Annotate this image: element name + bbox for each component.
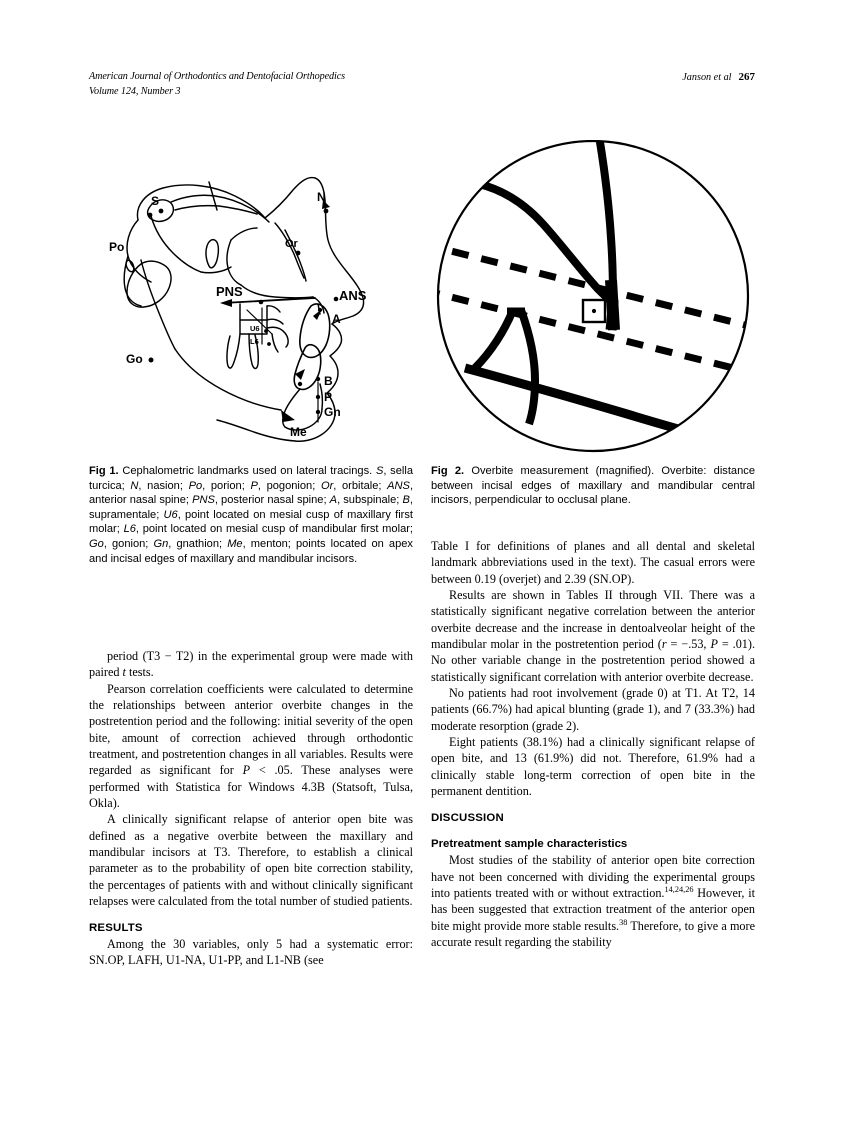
body-paragraph xyxy=(89,936,413,969)
cephalometric-tracing-svg xyxy=(89,148,413,448)
body-paragraph xyxy=(89,681,413,812)
text-run: Most studies of the stability of anterior open bite correction have not been concerned with dividing the experimental groups into patients treated with or without extraction. xyxy=(431,853,755,900)
overbite-distance-bar xyxy=(611,280,614,330)
journal-volume-line: Volume 124, Number 3 xyxy=(89,85,181,97)
section-spacer xyxy=(431,826,755,836)
landmark-label-L6: L6 xyxy=(250,337,259,346)
landmark-label-Go: Go xyxy=(126,352,143,366)
landmark-label-A: A xyxy=(332,312,341,326)
text-run: However, it has been suggested that extraction treatment of the anterior open bite might provide more stable results. xyxy=(431,886,756,933)
text-run: = .01). No other variable change in the postretention period showed a statistically significant correlation with anterior overbite decrease. xyxy=(431,637,755,684)
figure-2-caption xyxy=(431,464,755,508)
section-spacer xyxy=(89,910,413,920)
page-number: 267 xyxy=(738,71,755,83)
landmark-label-Or: Or xyxy=(285,238,298,250)
text-run: = −.53, xyxy=(666,637,711,652)
figure-2-label: Fig 2. xyxy=(431,465,465,477)
section-spacer xyxy=(431,800,755,810)
landmark-label-Gn: Gn xyxy=(324,405,341,419)
landmark-label-ANS: ANS xyxy=(339,288,367,303)
text-run: Eight patients (38.1%) had a clinically significant relapse of open bite, and 13 (61.9%) did not. Therefore, 61.9% had a clinically stable long-term correction of open bite in the permanent dentition. xyxy=(431,735,755,799)
body-paragraph xyxy=(431,734,755,799)
italic-run: t xyxy=(122,665,126,680)
landmark-label-P: P xyxy=(324,390,333,404)
text-run: A clinically significant relapse of anterior open bite was defined as a negative overbite between the maxillary and mandibular incisors at T3. Therefore, to establish a clinical parameter as to the probability of open bite correction stability, the percentages of patients with and without clinically significant relapses were calculated from the total number of studied patients. xyxy=(89,812,413,909)
running-head xyxy=(89,70,755,104)
section-heading: DISCUSSION xyxy=(431,811,504,824)
text-run: Results are shown in Tables II through VII. There was a statistically significant negative correlation between the anterior overbite decrease and the increase in dentoalveolar height of the mandibular molar in the postretention period ( xyxy=(431,588,755,652)
italic-run: P xyxy=(710,637,718,652)
body-paragraph xyxy=(431,587,755,685)
figure-2-caption-text: Overbite measurement (magnified). Overbite: distance between incisal edges of maxillary and mandibular central incisors, perpendicular to occlusal plane. xyxy=(431,465,755,507)
figure-2-image xyxy=(431,140,755,453)
landmark-label-Me: Me xyxy=(290,425,307,439)
landmark-label-PNS: PNS xyxy=(216,284,243,299)
body-paragraph xyxy=(431,538,755,587)
body-paragraph xyxy=(89,648,413,681)
text-run: tests. xyxy=(125,665,154,680)
landmark-label-U6: U6 xyxy=(250,324,260,333)
body-paragraph xyxy=(89,811,413,909)
figure-1-caption xyxy=(89,464,413,566)
text-run: period (T3 xyxy=(107,649,165,663)
right-column-body xyxy=(431,538,755,950)
text-run: Therefore, to give a more accurate result regarding the stability xyxy=(431,918,755,950)
overbite-measurement-svg xyxy=(431,140,755,453)
text-run: < .05. These analyses were performed with Statistica for Windows 4.3B (Statsoft, Tulsa, Okla). xyxy=(89,763,413,811)
text-run: − xyxy=(164,649,172,663)
running-head-journal xyxy=(89,70,345,99)
left-column-body xyxy=(89,648,413,969)
body-paragraph xyxy=(431,685,755,734)
figure-1-label: Fig 1. xyxy=(89,465,119,477)
landmark-label-B: B xyxy=(324,374,333,388)
figure-1-caption-text: Cephalometric landmarks used on lateral tracings. S, sella turcica; N, nasion; Po, porion; P, pogonion; Or, orbitale; ANS, anterior nasal spine; PNS, posterior nasal spine; A, subspinale; B, supramentale; U6, point located on mesial cusp of maxillary first molar; L6, point located on mesial cusp of mandibular first molar; Go, gonion; Gn, gnathion; Me, menton; points located on apex and incisal edges of maxillary and mandibular incisors. xyxy=(89,465,414,565)
running-head-authors-page xyxy=(682,70,755,86)
text-run: No patients had root involvement (grade 0) at T1. At T2, 14 patients (66.7%) had apical blunting (grade 1), and 7 (33.3%) had moderate resorption (grade 2). xyxy=(431,686,755,733)
italic-run: P xyxy=(242,763,251,778)
text-run: Pearson correlation coefficients were calculated to determine the relationships between anterior overbite changes in the postretention period and the following: initial severity of the open bite, amount of correction achieved through orthodontic treatment, and postretention changes in all variables. Results were regarded as significant for xyxy=(89,681,413,778)
text-run: T2) in the experimental group were made with paired xyxy=(89,649,413,680)
reference-superscript: 14,24,26 xyxy=(664,884,694,894)
landmark-label-Po: Po xyxy=(109,240,125,254)
text-run: Table I for definitions of planes and all dental and skeletal landmark abbreviations used in the text). The casual errors were between 0.19 (overjet) and 2.39 (SN.OP). xyxy=(431,539,755,586)
italic-run: r xyxy=(661,637,667,652)
text-run: Among the 30 variables, only 5 had a systematic error: SN.OP, LAFH, U1-NA, U1-PP, and L1-NB (see xyxy=(89,936,413,968)
figure-1-image xyxy=(89,148,413,448)
reference-superscript: 38 xyxy=(619,917,628,927)
landmark-label-S: S xyxy=(151,194,160,208)
landmark-label-N: N xyxy=(317,190,326,204)
subsection-heading: Pretreatment sample characteristics xyxy=(431,837,628,850)
journal-title-line: American Journal of Orthodontics and Dentofacial Orthopedics xyxy=(89,71,346,82)
section-heading: RESULTS xyxy=(89,921,143,934)
body-paragraph xyxy=(431,852,755,950)
running-head-authors: Janson et al xyxy=(682,72,732,83)
right-angle-marker xyxy=(583,300,605,322)
